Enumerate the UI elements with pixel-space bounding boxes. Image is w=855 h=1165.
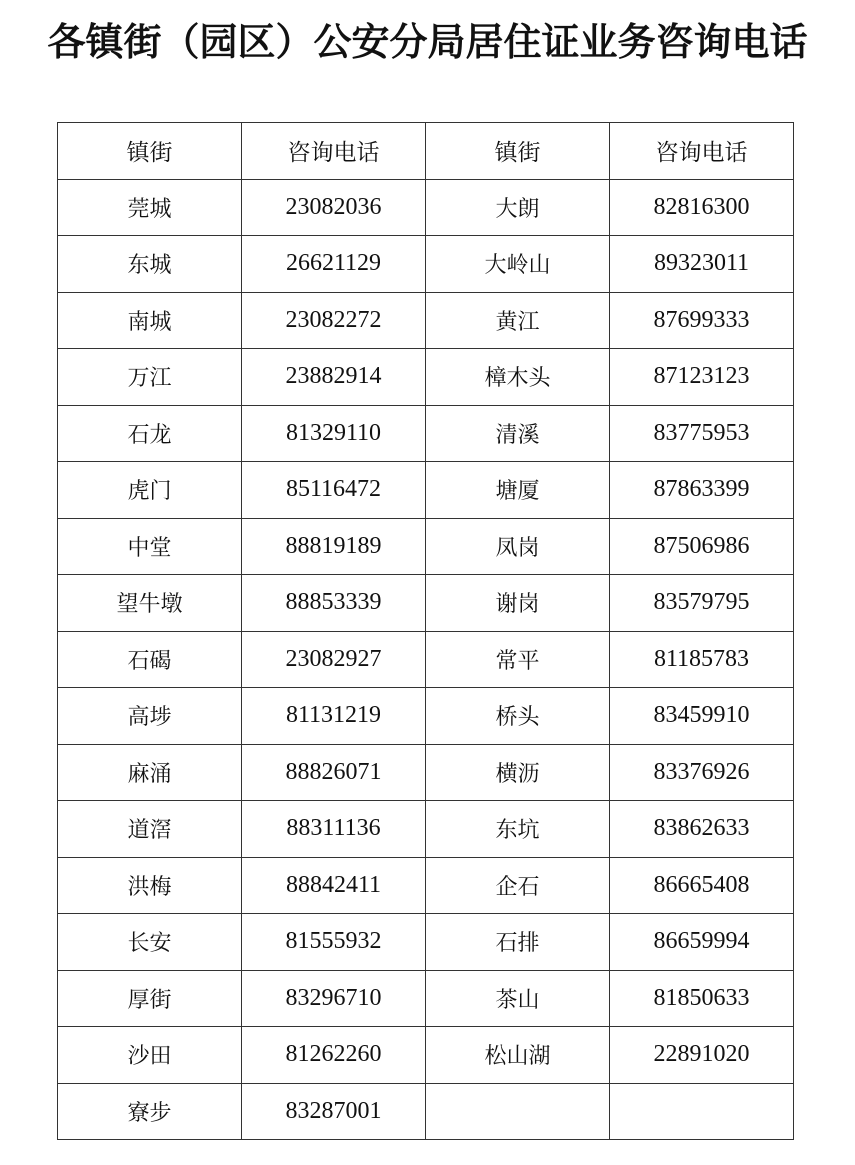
town-cell-left: 东城 <box>58 236 242 293</box>
table-row <box>58 462 794 519</box>
phone-cell-right: 82816300 <box>610 179 794 236</box>
town-cell-right: 塘厦 <box>426 462 610 519</box>
phone-cell-right: 22891020 <box>610 1027 794 1084</box>
table-row <box>58 970 794 1027</box>
phone-cell-left: 23882914 <box>242 349 426 406</box>
town-cell-right: 石排 <box>426 914 610 971</box>
phone-cell-left: 88842411 <box>242 857 426 914</box>
phone-cell-right: 83579795 <box>610 575 794 632</box>
town-cell-right: 常平 <box>426 631 610 688</box>
header-phone-right: 咨询电话 <box>610 123 794 180</box>
town-cell-right: 松山湖 <box>426 1027 610 1084</box>
town-cell-left: 中堂 <box>58 518 242 575</box>
town-cell-right: 清溪 <box>426 405 610 462</box>
phone-cell-right: 87506986 <box>610 518 794 575</box>
table-row <box>58 857 794 914</box>
phone-cell-right: 87863399 <box>610 462 794 519</box>
town-cell-left: 道滘 <box>58 801 242 858</box>
contact-table <box>57 122 794 1140</box>
phone-cell-left: 88826071 <box>242 744 426 801</box>
phone-cell-right: 83376926 <box>610 744 794 801</box>
phone-cell-left: 81329110 <box>242 405 426 462</box>
phone-cell-right: 86659994 <box>610 914 794 971</box>
phone-cell-left: 81262260 <box>242 1027 426 1084</box>
table-row <box>58 518 794 575</box>
table-row <box>58 688 794 745</box>
table-row <box>58 631 794 688</box>
header-town-right: 镇街 <box>426 123 610 180</box>
table-row <box>58 236 794 293</box>
phone-cell-right: 86665408 <box>610 857 794 914</box>
table-row <box>58 801 794 858</box>
phone-cell-right: 83775953 <box>610 405 794 462</box>
phone-cell-left: 83287001 <box>242 1083 426 1140</box>
table-row <box>58 914 794 971</box>
phone-cell-left: 23082272 <box>242 292 426 349</box>
phone-cell-right: 81850633 <box>610 970 794 1027</box>
phone-cell-left: 23082927 <box>242 631 426 688</box>
table-row <box>58 292 794 349</box>
phone-cell-right: 83862633 <box>610 801 794 858</box>
town-cell-right: 大朗 <box>426 179 610 236</box>
town-cell-right: 谢岗 <box>426 575 610 632</box>
table-row <box>58 179 794 236</box>
table-row <box>58 575 794 632</box>
phone-cell-left: 83296710 <box>242 970 426 1027</box>
town-cell-right: 凤岗 <box>426 518 610 575</box>
town-cell-right: 东坑 <box>426 801 610 858</box>
phone-cell-left: 23082036 <box>242 179 426 236</box>
table-row <box>58 405 794 462</box>
town-cell-left: 石碣 <box>58 631 242 688</box>
phone-cell-left: 88311136 <box>242 801 426 858</box>
phone-cell-left: 88853339 <box>242 575 426 632</box>
town-cell-right: 茶山 <box>426 970 610 1027</box>
phone-cell-right <box>610 1083 794 1140</box>
phone-cell-right: 87123123 <box>610 349 794 406</box>
town-cell-right: 企石 <box>426 857 610 914</box>
town-cell-right: 黄江 <box>426 292 610 349</box>
table-body <box>58 179 794 1140</box>
town-cell-right: 横沥 <box>426 744 610 801</box>
town-cell-left: 虎门 <box>58 462 242 519</box>
town-cell-right: 大岭山 <box>426 236 610 293</box>
phone-cell-left: 81555932 <box>242 914 426 971</box>
town-cell-left: 洪梅 <box>58 857 242 914</box>
town-cell-left: 麻涌 <box>58 744 242 801</box>
table-row <box>58 1083 794 1140</box>
town-cell-left: 高埗 <box>58 688 242 745</box>
town-cell-left: 石龙 <box>58 405 242 462</box>
phone-cell-left: 85116472 <box>242 462 426 519</box>
table-header-row <box>58 123 794 180</box>
town-cell-right: 桥头 <box>426 688 610 745</box>
table-row <box>58 349 794 406</box>
phone-cell-right: 87699333 <box>610 292 794 349</box>
header-town-left: 镇街 <box>58 123 242 180</box>
page-title: 各镇街（园区）公安分局居住证业务咨询电话 <box>47 20 808 64</box>
table-row <box>58 1027 794 1084</box>
phone-cell-left: 81131219 <box>242 688 426 745</box>
town-cell-left: 南城 <box>58 292 242 349</box>
town-cell-left: 长安 <box>58 914 242 971</box>
phone-cell-left: 26621129 <box>242 236 426 293</box>
phone-cell-right: 81185783 <box>610 631 794 688</box>
phone-cell-right: 89323011 <box>610 236 794 293</box>
town-cell-left: 望牛墩 <box>58 575 242 632</box>
table-row <box>58 744 794 801</box>
town-cell-left: 莞城 <box>58 179 242 236</box>
phone-cell-left: 88819189 <box>242 518 426 575</box>
phone-cell-right: 83459910 <box>610 688 794 745</box>
town-cell-left: 厚街 <box>58 970 242 1027</box>
town-cell-right <box>426 1083 610 1140</box>
town-cell-left: 寮步 <box>58 1083 242 1140</box>
town-cell-left: 万江 <box>58 349 242 406</box>
town-cell-left: 沙田 <box>58 1027 242 1084</box>
header-phone-left: 咨询电话 <box>242 123 426 180</box>
town-cell-right: 樟木头 <box>426 349 610 406</box>
